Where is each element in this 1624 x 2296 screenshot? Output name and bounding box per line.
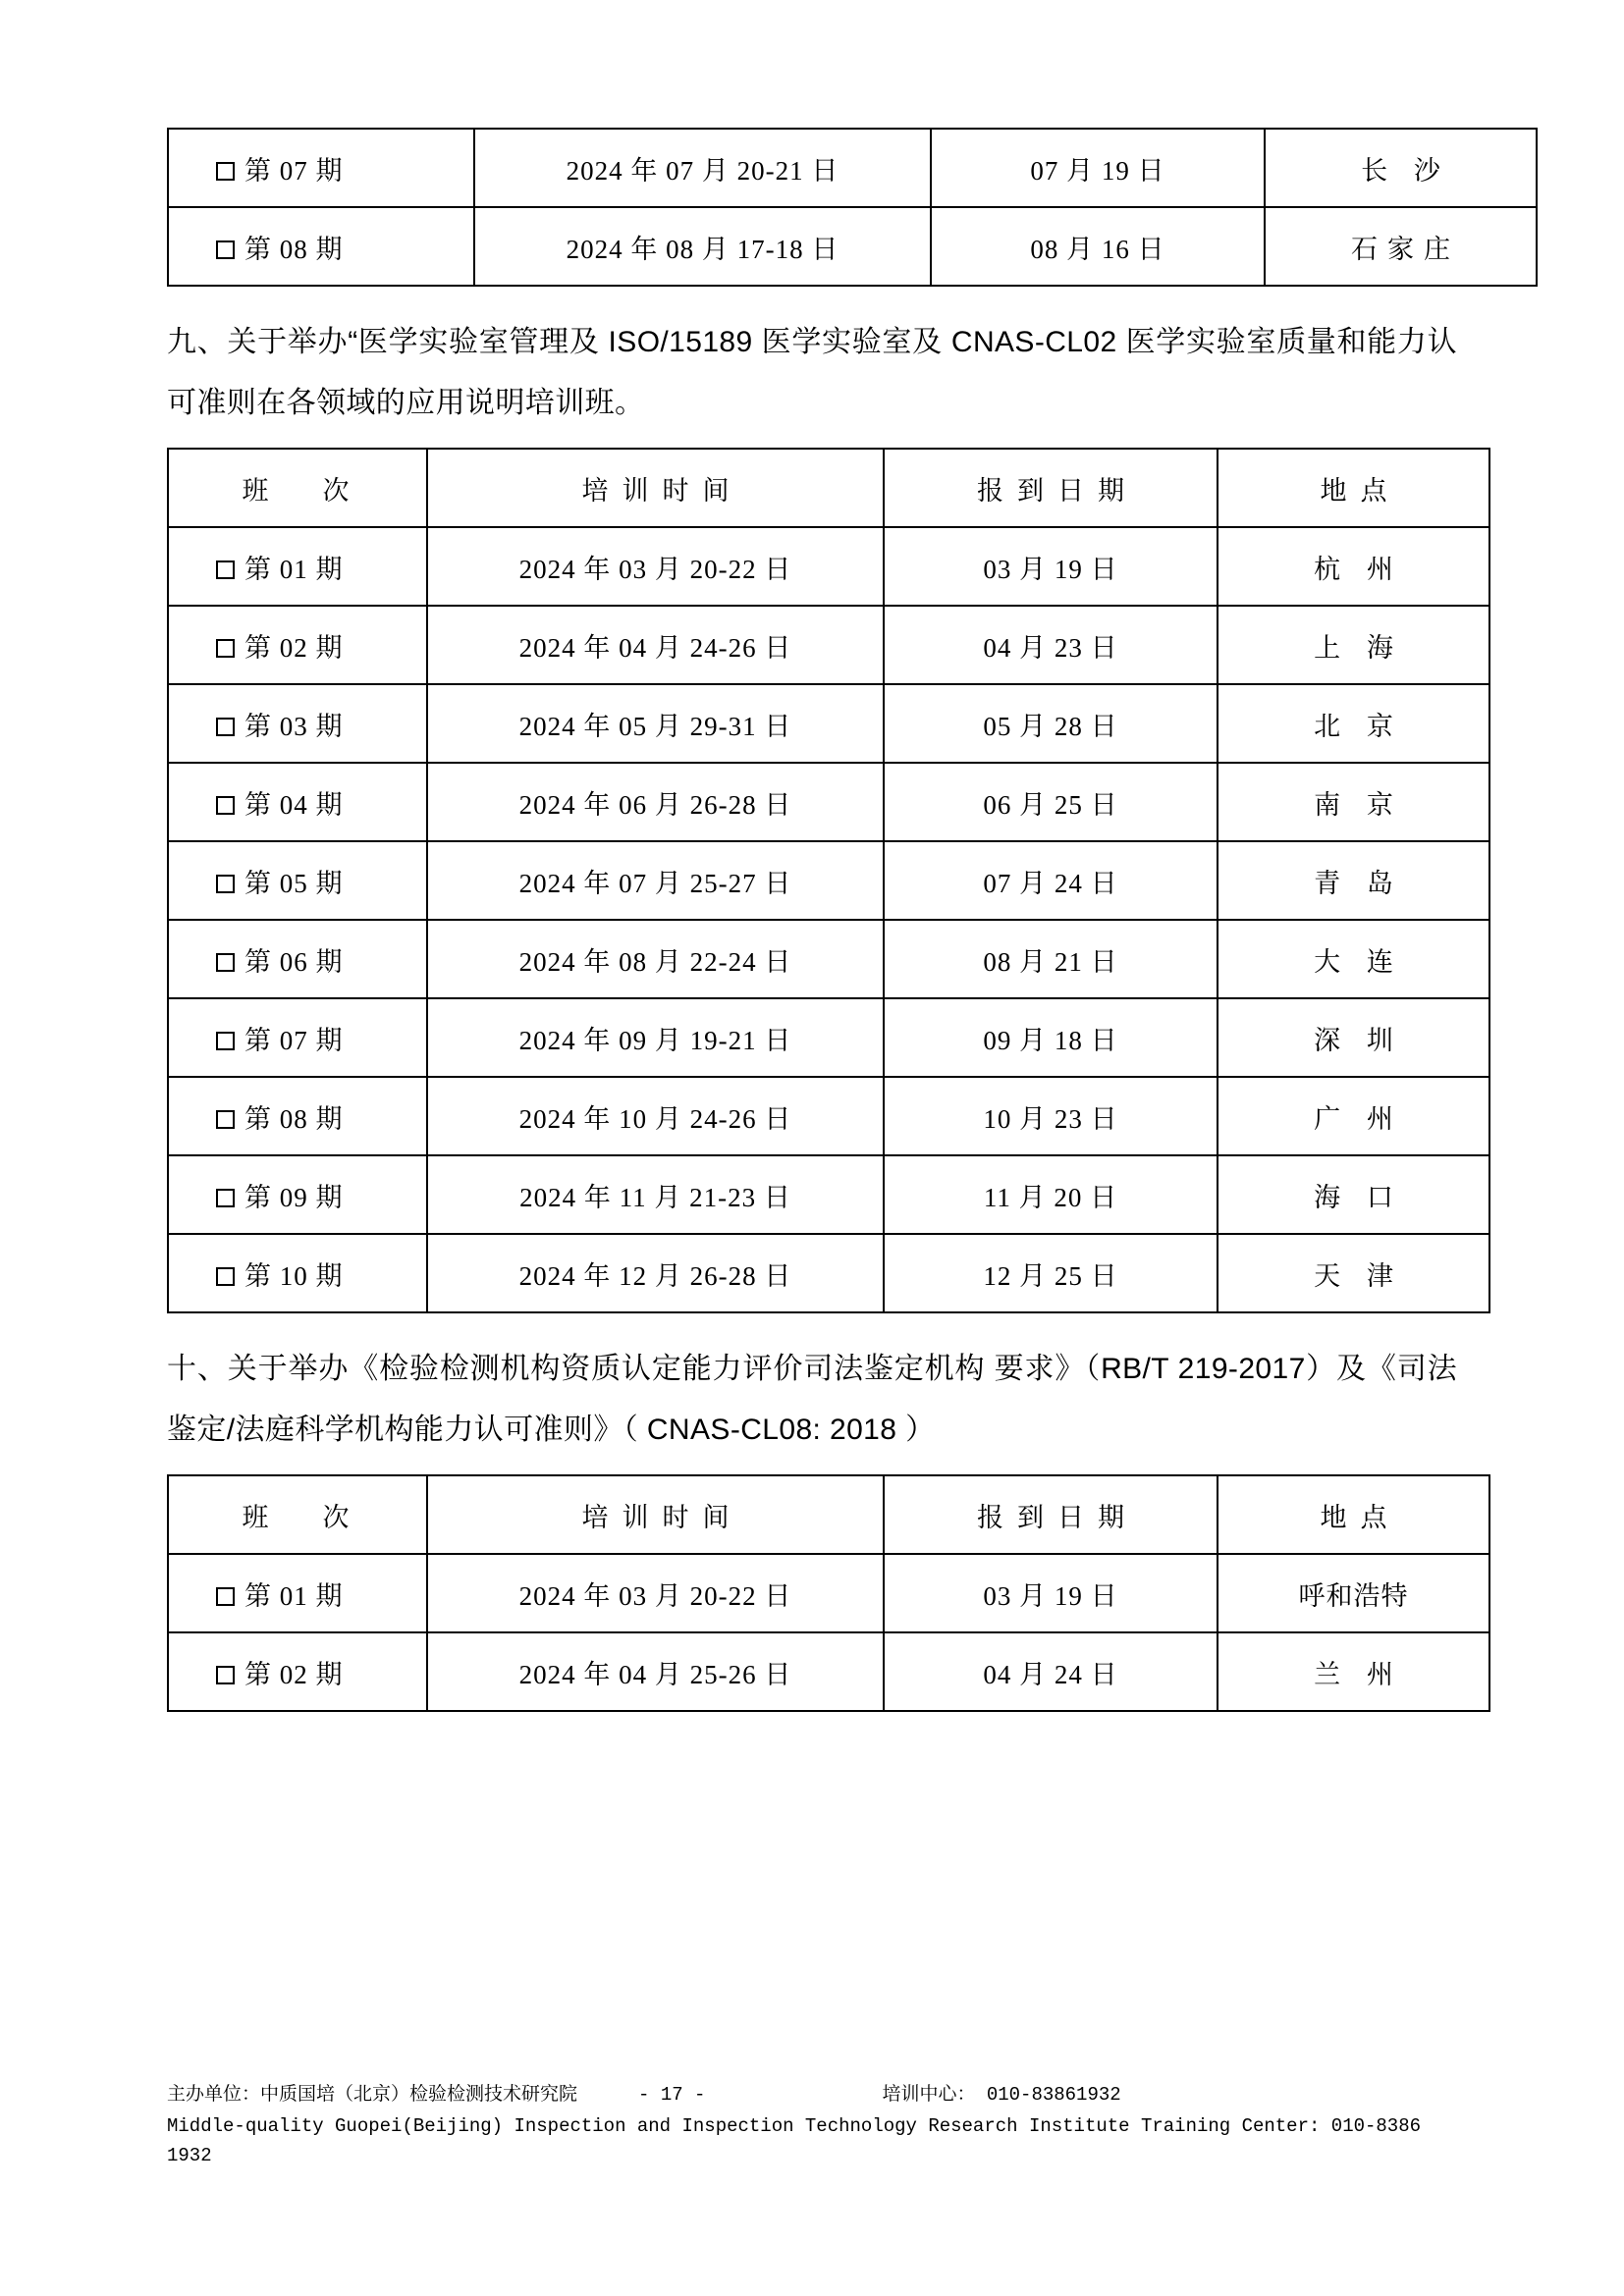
report-date-cell: 08 月 16 日	[931, 207, 1265, 286]
place-cell: 兰 州	[1218, 1632, 1489, 1711]
section-ten-schedule-table	[167, 1474, 1490, 1712]
checkbox-icon[interactable]	[216, 639, 235, 658]
place-cell: 深 圳	[1218, 998, 1489, 1077]
report-date-cell: 05 月 28 日	[884, 684, 1218, 763]
checkbox-icon[interactable]	[216, 953, 235, 972]
report-date-cell: 06 月 25 日	[884, 763, 1218, 841]
table-row	[168, 527, 1489, 606]
table-row	[168, 129, 1537, 207]
term-cell	[168, 998, 427, 1077]
term-cell	[168, 129, 474, 207]
place-cell: 北 京	[1218, 684, 1489, 763]
report-date-cell: 09 月 18 日	[884, 998, 1218, 1077]
term-label: 第 06 期	[244, 946, 344, 977]
section-nine-schedule-table	[167, 448, 1490, 1313]
period-cell: 2024 年 04 月 25-26 日	[427, 1632, 884, 1711]
term-label: 第 08 期	[244, 234, 344, 264]
checkbox-icon[interactable]	[216, 1587, 235, 1606]
checkbox-icon[interactable]	[216, 875, 235, 893]
period-cell: 2024 年 06 月 26-28 日	[427, 763, 884, 841]
place-cell: 杭 州	[1218, 527, 1489, 606]
period-cell: 2024 年 10 月 24-26 日	[427, 1077, 884, 1155]
place-cell: 天 津	[1218, 1234, 1489, 1312]
report-date-cell: 07 月 19 日	[931, 129, 1265, 207]
table-row	[168, 998, 1489, 1077]
report-date-cell: 08 月 21 日	[884, 920, 1218, 998]
term-cell	[168, 1554, 427, 1632]
term-cell	[168, 841, 427, 920]
place-cell: 石家庄	[1265, 207, 1537, 286]
term-cell	[168, 527, 427, 606]
period-cell: 2024 年 11 月 21-23 日	[427, 1155, 884, 1234]
table-header-row	[168, 1475, 1489, 1554]
table-row	[168, 606, 1489, 684]
term-label: 第 02 期	[244, 1659, 344, 1689]
section-nine-heading: 九、关于举办“医学实验室管理及 ISO/15189 医学实验室及 CNAS-CL02 医学实验室质量和能力认可准则在各领域的应用说明培训班。	[167, 326, 1457, 419]
header-period: 培训时间	[427, 449, 884, 527]
table-row	[168, 207, 1537, 286]
header-place: 地点	[1218, 449, 1489, 527]
schedule-table-continued	[167, 128, 1538, 287]
term-cell	[168, 1632, 427, 1711]
table-row	[168, 763, 1489, 841]
term-cell	[168, 1234, 427, 1312]
report-date-cell: 12 月 25 日	[884, 1234, 1218, 1312]
checkbox-icon[interactable]	[216, 162, 235, 181]
period-cell: 2024 年 08 月 22-24 日	[427, 920, 884, 998]
period-cell: 2024 年 07 月 20-21 日	[474, 129, 931, 207]
checkbox-icon[interactable]	[216, 1666, 235, 1684]
table-row	[168, 1632, 1489, 1711]
place-cell: 海 口	[1218, 1155, 1489, 1234]
period-cell: 2024 年 12 月 26-28 日	[427, 1234, 884, 1312]
term-label: 第 04 期	[244, 789, 344, 820]
header-term: 班 次	[168, 1475, 427, 1554]
report-date-cell: 04 月 24 日	[884, 1632, 1218, 1711]
place-cell: 青 岛	[1218, 841, 1489, 920]
report-date-cell: 07 月 24 日	[884, 841, 1218, 920]
header-period: 培训时间	[427, 1475, 884, 1554]
period-cell: 2024 年 09 月 19-21 日	[427, 998, 884, 1077]
checkbox-icon[interactable]	[216, 561, 235, 579]
period-cell: 2024 年 03 月 20-22 日	[427, 527, 884, 606]
header-place: 地点	[1218, 1475, 1489, 1554]
footer-organizer: 主办单位：中质国培（北京）检验检测技术研究院	[167, 2084, 578, 2106]
checkbox-icon[interactable]	[216, 718, 235, 736]
checkbox-icon[interactable]	[216, 1189, 235, 1207]
table-row	[168, 1554, 1489, 1632]
term-label: 第 07 期	[244, 1025, 344, 1055]
period-cell: 2024 年 03 月 20-22 日	[427, 1554, 884, 1632]
table-body	[168, 1475, 1489, 1711]
term-label: 第 02 期	[244, 632, 344, 663]
page-number: - 17 -	[638, 2084, 706, 2106]
term-label: 第 10 期	[244, 1260, 344, 1291]
place-cell: 大 连	[1218, 920, 1489, 998]
section-ten-heading: 十、关于举办《检验检测机构资质认定能力评价司法鉴定机构 要求》（RB/T 219-2017）及《司法鉴定/法庭科学机构能力认可准则》（ CNAS-CL08: 2018 ）	[167, 1353, 1457, 1446]
place-cell: 长 沙	[1265, 129, 1537, 207]
report-date-cell: 03 月 19 日	[884, 527, 1218, 606]
footer-english-line: Middle-quality Guopei(Beijing) Inspection and Inspection Technology Research Institute Training Center: 010-8386 1932	[167, 2115, 1422, 2166]
term-label: 第 09 期	[244, 1182, 344, 1212]
checkbox-icon[interactable]	[216, 796, 235, 815]
report-date-cell: 10 月 23 日	[884, 1077, 1218, 1155]
place-cell: 上 海	[1218, 606, 1489, 684]
table-body	[168, 449, 1489, 1312]
report-date-cell: 03 月 19 日	[884, 1554, 1218, 1632]
term-label: 第 01 期	[244, 1580, 344, 1611]
checkbox-icon[interactable]	[216, 240, 235, 259]
report-date-cell: 04 月 23 日	[884, 606, 1218, 684]
footer-line-1	[167, 2080, 1477, 2109]
term-cell	[168, 606, 427, 684]
term-label: 第 08 期	[244, 1103, 344, 1134]
period-cell: 2024 年 04 月 24-26 日	[427, 606, 884, 684]
table-row	[168, 1155, 1489, 1234]
term-cell	[168, 207, 474, 286]
checkbox-icon[interactable]	[216, 1267, 235, 1286]
term-label: 第 07 期	[244, 155, 344, 186]
table-row	[168, 1077, 1489, 1155]
period-cell: 2024 年 05 月 29-31 日	[427, 684, 884, 763]
table-body	[168, 129, 1537, 286]
term-cell	[168, 763, 427, 841]
term-cell	[168, 684, 427, 763]
term-label: 第 05 期	[244, 868, 344, 898]
table-row	[168, 1234, 1489, 1312]
table-row	[168, 684, 1489, 763]
footer-training-center: 培训中心： 010-83861932	[882, 2084, 1121, 2106]
page-footer	[167, 2080, 1477, 2170]
table-header-row	[168, 449, 1489, 527]
period-cell: 2024 年 07 月 25-27 日	[427, 841, 884, 920]
place-cell: 南 京	[1218, 763, 1489, 841]
term-cell	[168, 1155, 427, 1234]
checkbox-icon[interactable]	[216, 1032, 235, 1050]
period-cell: 2024 年 08 月 17-18 日	[474, 207, 931, 286]
header-report-date: 报到日期	[884, 1475, 1218, 1554]
table-row	[168, 841, 1489, 920]
header-term: 班 次	[168, 449, 427, 527]
header-report-date: 报到日期	[884, 449, 1218, 527]
term-cell	[168, 920, 427, 998]
place-cell: 呼和浩特	[1218, 1554, 1489, 1632]
checkbox-icon[interactable]	[216, 1110, 235, 1129]
term-label: 第 01 期	[244, 554, 344, 584]
table-row	[168, 920, 1489, 998]
term-label: 第 03 期	[244, 711, 344, 741]
term-cell	[168, 1077, 427, 1155]
place-cell: 广 州	[1218, 1077, 1489, 1155]
report-date-cell: 11 月 20 日	[884, 1155, 1218, 1234]
